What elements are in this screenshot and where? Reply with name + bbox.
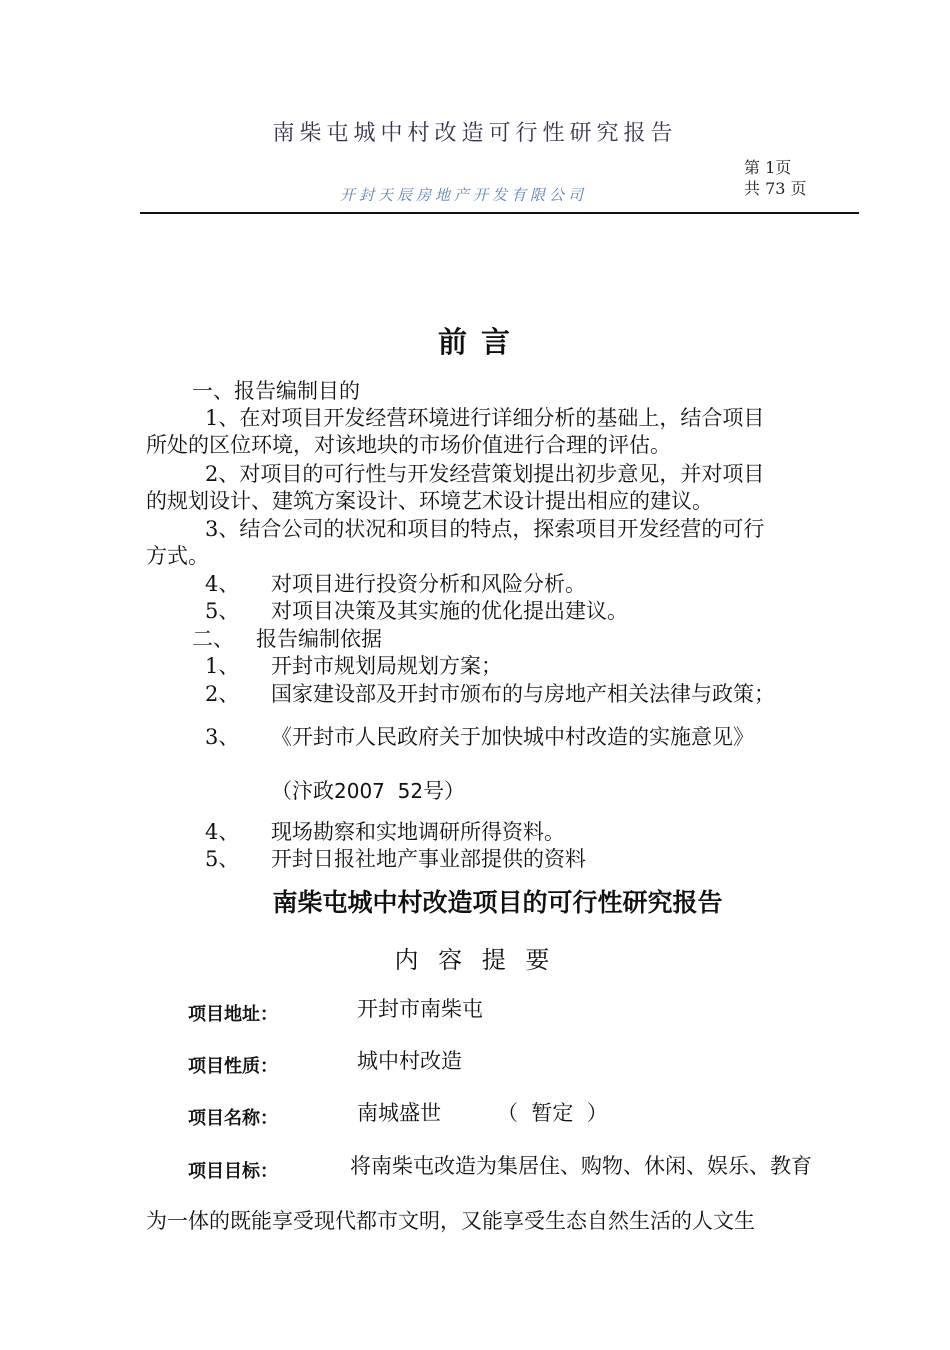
basis-5-number: 5、 [205, 847, 240, 871]
reference-suffix: 号） [423, 779, 466, 803]
goal-label: 项目目标： [188, 1161, 278, 1182]
purpose-3-line1: 3、结合公司的状况和项目的特点，探索项目开发经营的可行 [205, 517, 765, 541]
section-1-heading: 一、报告编制目的 [192, 379, 360, 403]
basis-2-number: 2、 [205, 682, 240, 706]
page-current: 第 1页 [744, 158, 792, 177]
name-label: 项目名称： [188, 1108, 278, 1129]
purpose-1-line1: 1、在对项目开发经营环境进行详细分析的基础上，结合项目 [205, 406, 765, 430]
section-2-number: 二、 [192, 627, 234, 651]
company-name: 开封天辰房地产开发有限公司 [340, 186, 588, 204]
basis-1-text: 开封市规划局规划方案； [271, 654, 502, 678]
reference-number: 2007 52 [334, 779, 424, 803]
purpose-1-line2: 所处的区位环境，对该地块的市场价值进行合理的评估。 [146, 433, 671, 457]
purpose-3-line2: 方式。 [146, 544, 209, 568]
header-divider [140, 212, 859, 214]
basis-3-number: 3、 [205, 725, 240, 749]
goal-line2: 为一体的既能享受现代都市文明，又能享受生态自然生活的人文生 [146, 1209, 755, 1233]
nature-value: 城中村改造 [357, 1049, 462, 1073]
basis-4-text: 现场勘察和实地调研所得资料。 [271, 820, 565, 844]
purpose-2-line1: 2、对项目的可行性与开发经营策划提出初步意见，并对项目 [205, 462, 765, 486]
name-note: （ 暂定 ） [497, 1101, 608, 1125]
basis-3-reference [271, 778, 465, 805]
purpose-5-number: 5、 [205, 599, 240, 623]
basis-2-text: 国家建设部及开封市颁布的与房地产相关法律与政策； [271, 682, 775, 706]
summary-title: 内 容 提 要 [394, 946, 556, 974]
page-total: 共 73 页 [744, 179, 807, 198]
basis-1-number: 1、 [205, 654, 240, 678]
goal-line1: 将南柴屯改造为集居住、购物、休闲、娱乐、教育 [350, 1154, 812, 1178]
section-2-heading: 报告编制依据 [256, 627, 382, 651]
address-label: 项目地址： [188, 1004, 278, 1025]
header-title: 南柴屯城中村改造可行性研究报告 [272, 121, 678, 146]
nature-label: 项目性质： [188, 1056, 278, 1077]
purpose-5-text: 对项目决策及其实施的优化提出建议。 [271, 599, 628, 623]
preface-title: 前 言 [437, 325, 513, 359]
basis-3-text: 《开封市人民政府关于加快城中村改造的实施意见》 [271, 725, 754, 749]
report-title: 南柴屯城中村改造项目的可行性研究报告 [272, 888, 723, 917]
purpose-4-number: 4、 [205, 572, 240, 596]
name-value: 南城盛世 [357, 1101, 441, 1125]
purpose-2-line2: 的规划设计、建筑方案设计、环境艺术设计提出相应的建议。 [146, 489, 713, 513]
reference-prefix: （汴政 [271, 779, 334, 803]
basis-4-number: 4、 [205, 820, 240, 844]
basis-5-text: 开封日报社地产事业部提供的资料 [271, 847, 586, 871]
purpose-4-text: 对项目进行投资分析和风险分析。 [271, 572, 586, 596]
page-indicator [744, 157, 807, 199]
address-value: 开封市南柴屯 [357, 997, 483, 1021]
